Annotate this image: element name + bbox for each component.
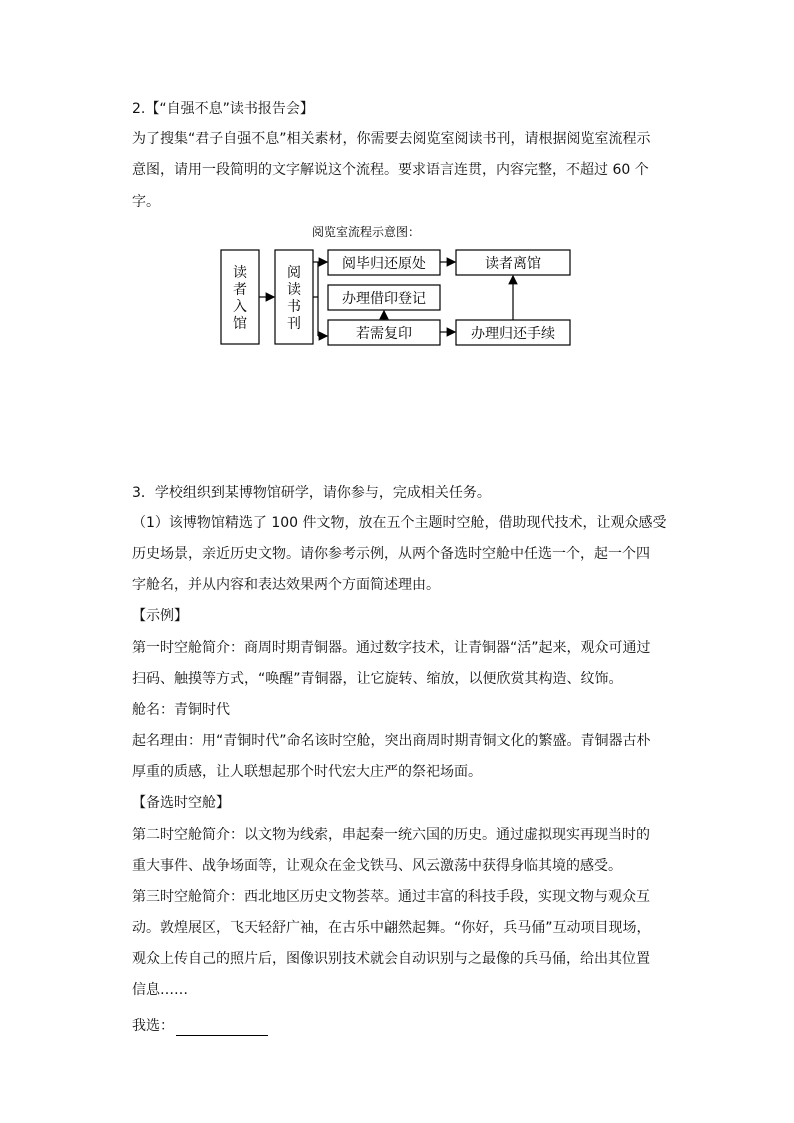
example-line-4: 起名理由：用“青铜时代”命名该时空舱，突出商周时期青铜文化的繁盛。青铜器古朴	[132, 733, 651, 749]
q3-p1-line-1: （1）该博物馆精选了 100 件文物，放在五个主题时空舱，借助现代技术，让观众感受	[132, 515, 667, 531]
diagram-title: 阅览室流程示意图：	[312, 225, 421, 239]
q2-line-2: 意图，请用一段简明的文字解说这个流程。要求语言连贯，内容完整，不超过 60 个	[132, 162, 649, 178]
answer-blank[interactable]	[176, 1019, 268, 1036]
alt-line-3: 第三时空舱简介：西北地区历史文物荟萃。通过丰富的科技手段，实现文物与观众互	[132, 889, 650, 905]
example-line-2: 扫码、触摸等方式，“唤醒”青铜器，让它旋转、缩放，以便欣赏其构造、纹饰。	[132, 671, 623, 687]
q2-line-3: 字。	[132, 194, 160, 210]
reading-room-flowchart	[0, 0, 794, 360]
label-leave: 读者离馆	[485, 256, 541, 272]
label-read: 阅读书刊	[287, 265, 301, 332]
example-heading: 【示例】	[132, 608, 188, 624]
alt-line-5: 观众上传自己的照片后，图像识别技术就会自动识别与之最像的兵马俑，给出其位置	[132, 951, 650, 967]
example-line-5: 厚重的质感，让人联想起那个时代宏大庄严的祭祀场面。	[132, 764, 482, 780]
alt-line-4: 动。敦煌展区，飞天轻舒广袖，在古乐中翩然起舞。“你好，兵马俑”互动项目现场，	[132, 920, 651, 936]
label-return-procedure: 办理归还手续	[471, 326, 555, 342]
q2-line-1: 为了搜集“君子自强不息”相关素材，你需要去阅览室阅读书刊，请根据阅览室流程示	[132, 131, 651, 147]
q2-heading: 2.【“自强不息”读书报告会】	[132, 101, 314, 117]
label-copy: 若需复印	[356, 326, 412, 342]
label-return-original: 阅毕归还原处	[342, 256, 426, 272]
alt-heading: 【备选时空舱】	[132, 795, 230, 811]
label-enter: 读者入馆	[233, 265, 247, 332]
label-borrow-register: 办理借印登记	[342, 291, 426, 307]
alt-line-1: 第二时空舱简介：以文物为线索，串起秦一统六国的历史。通过虚拟现实再现当时的	[132, 827, 650, 843]
example-line-1: 第一时空舱简介：商周时期青铜器。通过数字技术，让青铜器“活”起来，观众可通过	[132, 640, 651, 656]
q3-p1-line-3: 字舱名，并从内容和表达效果两个方面简述理由。	[132, 577, 440, 593]
q3-p1-line-2: 历史场景，亲近历史文物。请你参考示例，从两个备选时空舱中任选一个，起一个四	[132, 546, 650, 562]
choose-row	[132, 1016, 268, 1036]
alt-line-6: 信息……	[132, 982, 188, 998]
alt-line-2: 重大事件、战争场面等，让观众在金戈铁马、风云激荡中获得身临其境的感受。	[132, 858, 622, 874]
example-line-3: 舱名：青铜时代	[132, 702, 230, 718]
q3-heading: 3．学校组织到某博物馆研学，请你参与，完成相关任务。	[132, 485, 491, 501]
choose-label: 我选：	[132, 1018, 174, 1034]
